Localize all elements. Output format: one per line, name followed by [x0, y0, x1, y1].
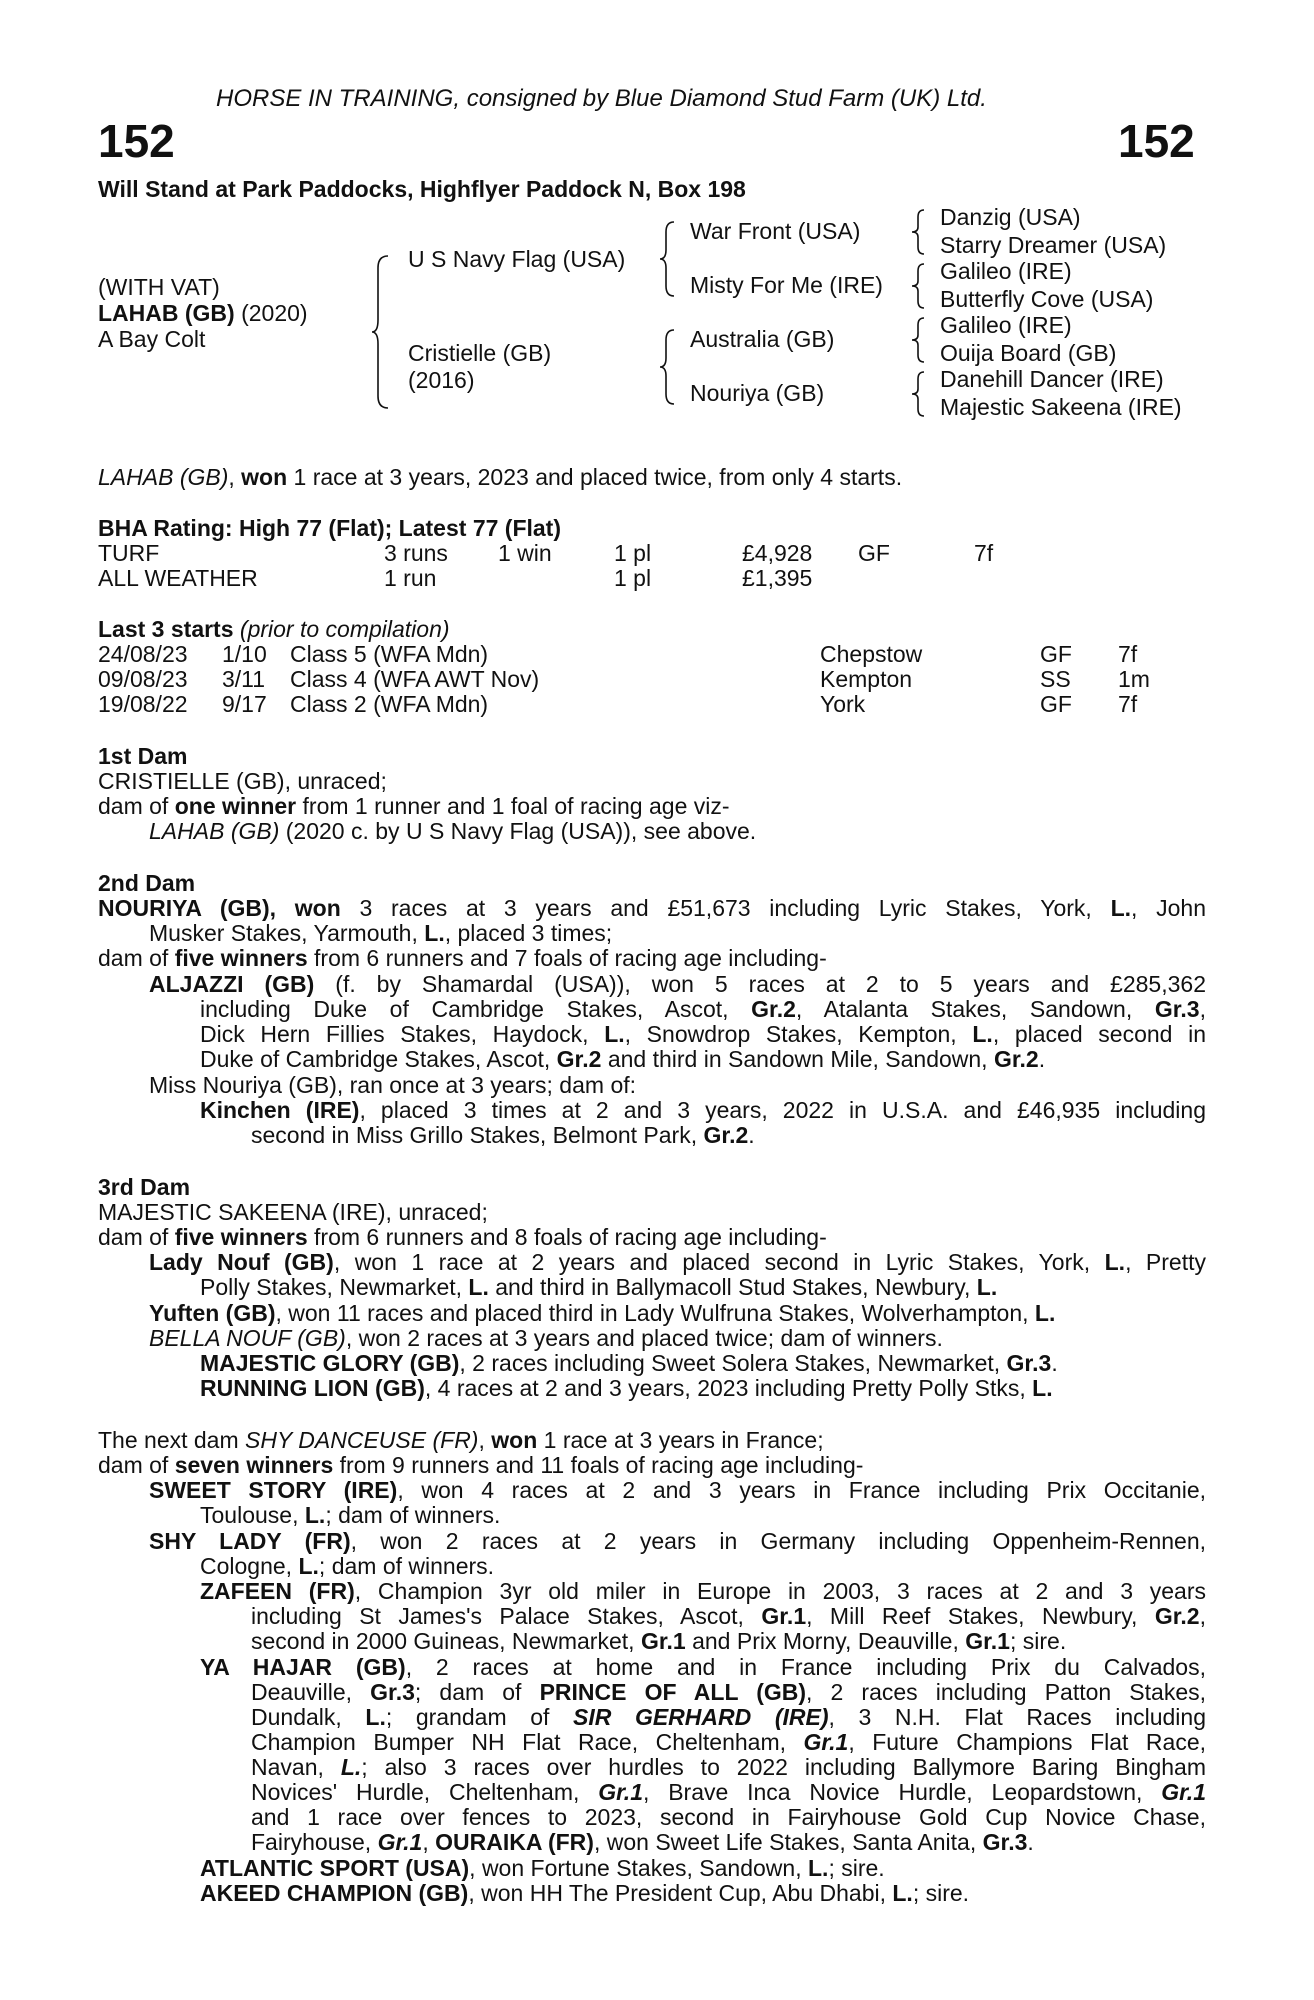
third-dam-line: MAJESTIC SAKEENA (IRE), unraced;	[98, 1199, 488, 1225]
pedigree-brace-main	[372, 254, 396, 410]
dam-dam: Nouriya (GB)	[690, 380, 825, 406]
sire-sire: War Front (USA)	[690, 218, 861, 244]
first-dam-line: CRISTIELLE (GB), unraced;	[98, 768, 387, 794]
produce-ya-hajar: YA HAJAR (GB), 2 races at home and in France including Prix du Calvados,	[200, 1654, 1206, 1680]
pedigree-brace-sire	[660, 220, 680, 300]
produce-zafeen-line: including St James's Palace Stakes, Ascot, Gr.1, Mill Reef Stakes, Newbury, Gr.2,	[251, 1603, 1206, 1629]
produce-miss-nouriya: Miss Nouriya (GB), ran once at 3 years; dam of:	[149, 1072, 637, 1098]
horse-year: (2020)	[241, 300, 308, 326]
race-summary: LAHAB (GB), won 1 race at 3 years, 2023 and placed twice, from only 4 starts.	[98, 464, 903, 490]
summary-horse-name: LAHAB (GB)	[98, 464, 229, 490]
brace-ss	[912, 208, 930, 258]
produce-aljazzi-line: Dick Hern Fillies Stakes, Haydock, L., Snowdrop Stakes, Kempton, L., placed second in	[200, 1021, 1206, 1047]
horse-name: LAHAB (GB)	[98, 300, 235, 326]
horse-description: A Bay Colt	[98, 326, 206, 352]
start-date: 24/08/23	[98, 641, 188, 667]
produce-kinchen-line: second in Miss Grillo Stakes, Belmont Park, Gr.2.	[251, 1122, 755, 1148]
start-distance: 7f	[1118, 691, 1138, 717]
dam-dam-sire: Danehill Dancer (IRE)	[940, 366, 1164, 392]
produce-zafeen-line: second in 2000 Guineas, Newmarket, Gr.1 and Prix Morny, Deauville, Gr.1; sire.	[251, 1628, 1067, 1654]
produce-ya-hajar-line: Navan, L.; also 3 races over hurdles to 2022 including Ballymore Baring Bingham	[251, 1754, 1207, 1780]
third-dam-heading: 3rd Dam	[98, 1174, 191, 1200]
first-dam-heading: 1st Dam	[98, 743, 188, 769]
produce-shy-lady-line: Cologne, L.; dam of winners.	[200, 1553, 495, 1579]
produce-kinchen: Kinchen (IRE), placed 3 times at 2 and 3 years, 2022 in U.S.A. and £46,935 including	[200, 1097, 1206, 1123]
start-position: 3/11	[222, 666, 266, 692]
start-course: Chepstow	[820, 641, 923, 667]
rating-runs: 3 runs	[384, 540, 448, 566]
produce-running-lion: RUNNING LION (GB), 4 races at 2 and 3 years, 2023 including Pretty Polly Stks, L.	[200, 1375, 1053, 1401]
start-course: Kempton	[820, 666, 913, 692]
rating-money: £4,928	[742, 540, 813, 566]
brace-dd	[912, 370, 930, 420]
sire-sire-sire: Danzig (USA)	[940, 204, 1081, 230]
summary-won: won	[241, 464, 288, 490]
start-going: GF	[1040, 641, 1072, 667]
produce-bella-nouf: BELLA NOUF (GB), won 2 races at 3 years and placed twice; dam of winners.	[149, 1325, 943, 1351]
rating-wins: 1 win	[498, 540, 552, 566]
produce-ya-hajar-line: and 1 race over fences to 2023, second in Fairyhouse Gold Cup Novice Chase,	[251, 1804, 1206, 1830]
last-starts-title: Last 3 starts	[98, 616, 234, 642]
produce-aljazzi: ALJAZZI (GB) (f. by Shamardal (USA)), won 5 races at 2 to 5 years and £285,362	[149, 971, 1206, 997]
start-course: York	[820, 691, 866, 717]
brace-sd	[912, 262, 930, 312]
produce-shy-lady: SHY LADY (FR), won 2 races at 2 years in Germany including Oppenheim-Rennen,	[149, 1528, 1207, 1554]
produce-ya-hajar-line: Fairyhouse, Gr.1, OURAIKA (FR), won Sweet Life Stakes, Santa Anita, Gr.3.	[251, 1829, 1034, 1855]
rating-placed: 1 pl	[614, 540, 652, 566]
start-date: 19/08/22	[98, 691, 188, 717]
start-date: 09/08/23	[98, 666, 188, 692]
last-starts-note: (prior to compilation)	[233, 616, 450, 642]
second-dam-produce: dam of five winners from 6 runners and 7 foals of racing age including-	[98, 945, 827, 971]
start-going: SS	[1040, 666, 1071, 692]
rating-going: GF	[858, 540, 890, 566]
sire-dam: Misty For Me (IRE)	[690, 272, 883, 298]
third-dam-produce: dam of five winners from 6 runners and 8 foals of racing age including-	[98, 1224, 827, 1250]
rating-heading: BHA Rating: High 77 (Flat); Latest 77 (Flat)	[98, 515, 561, 541]
produce-zafeen: ZAFEEN (FR), Champion 3yr old miler in Europe in 2003, 3 races at 2 and 3 years	[200, 1578, 1206, 1604]
produce-sweet-story: SWEET STORY (IRE), won 4 races at 2 and 3 years in France including Prix Occitanie,	[149, 1477, 1206, 1503]
dam-sire-dam: Ouija Board (GB)	[940, 340, 1117, 366]
dam: Cristielle (GB)	[408, 340, 552, 366]
produce-ya-hajar-line: Deauville, Gr.3; dam of PRINCE OF ALL (GB), 2 races including Patton Stakes,	[251, 1679, 1207, 1705]
start-race: Class 4 (WFA AWT Nov)	[290, 666, 540, 692]
dam-sire-sire: Galileo (IRE)	[940, 312, 1072, 338]
produce-aljazzi-line: Duke of Cambridge Stakes, Ascot, Gr.2 and third in Sandown Mile, Sandown, Gr.2.	[200, 1046, 1046, 1072]
start-distance: 1m	[1118, 666, 1150, 692]
stand-location: Will Stand at Park Paddocks, Highflyer Paddock N, Box 198	[98, 176, 746, 202]
last-starts-heading	[98, 617, 450, 643]
produce-sweet-story-line: Toulouse, L.; dam of winners.	[200, 1502, 501, 1528]
catalogue-header: HORSE IN TRAINING, consigned by Blue Diamond Stud Farm (UK) Ltd.	[216, 85, 987, 112]
rating-runs: 1 run	[384, 565, 437, 591]
sire-dam-sire: Galileo (IRE)	[940, 258, 1072, 284]
start-distance: 7f	[1118, 641, 1138, 667]
brace-ds	[912, 316, 930, 366]
second-dam-line: Musker Stakes, Yarmouth, L., placed 3 times;	[149, 920, 613, 946]
summary-rest: 1 race at 3 years, 2023 and placed twice, from only 4 starts.	[287, 464, 903, 490]
dam-dam-dam: Majestic Sakeena (IRE)	[940, 394, 1182, 420]
produce-ya-hajar-line: Champion Bumper NH Flat Race, Cheltenham, Gr.1, Future Champions Flat Race,	[251, 1729, 1207, 1755]
first-dam-produce: dam of one winner from 1 runner and 1 foal of racing age viz-	[98, 793, 730, 819]
produce-lady-nouf: Lady Nouf (GB), won 1 race at 2 years and placed second in Lyric Stakes, York, L., Pretty	[149, 1249, 1207, 1275]
rating-surface: ALL WEATHER	[98, 565, 258, 591]
produce-aljazzi-line: including Duke of Cambridge Stakes, Ascot, Gr.2, Atalanta Stakes, Sandown, Gr.3,	[200, 996, 1206, 1022]
produce-lady-nouf-line: Polly Stakes, Newmarket, L. and third in Ballymacoll Stud Stakes, Newbury, L.	[200, 1274, 998, 1300]
start-position: 1/10	[222, 641, 267, 667]
second-dam-line: NOURIYA (GB), won 3 races at 3 years and £51,673 including Lyric Stakes, York, L., John	[98, 895, 1207, 921]
vat-note: (WITH VAT)	[98, 274, 220, 300]
produce-atlantic-sport: ATLANTIC SPORT (USA), won Fortune Stakes, Sandown, L.; sire.	[200, 1855, 885, 1881]
produce-akeed-champion: AKEED CHAMPION (GB), won HH The President Cup, Abu Dhabi, L.; sire.	[200, 1880, 970, 1906]
lot-number-right: 152	[1118, 115, 1195, 167]
dam-year: (2016)	[408, 367, 475, 393]
lot-number-left: 152	[98, 115, 175, 167]
produce-majestic-glory: MAJESTIC GLORY (GB), 2 races including Sweet Solera Stakes, Newmarket, Gr.3.	[200, 1350, 1058, 1376]
start-race: Class 2 (WFA Mdn)	[290, 691, 489, 717]
rating-distance: 7f	[974, 540, 994, 566]
produce-ya-hajar-line: Novices' Hurdle, Cheltenham, Gr.1, Brave Inca Novice Hurdle, Leopardstown, Gr.1	[251, 1779, 1206, 1805]
rating-money: £1,395	[742, 565, 813, 591]
start-going: GF	[1040, 691, 1072, 717]
rating-surface: TURF	[98, 540, 160, 566]
rating-placed: 1 pl	[614, 565, 652, 591]
produce-yuften: Yuften (GB), won 11 races and placed third in Lady Wulfruna Stakes, Wolverhampton, L.	[149, 1300, 1056, 1326]
produce-ya-hajar-line: Dundalk, L.; grandam of SIR GERHARD (IRE), 3 N.H. Flat Races including	[251, 1704, 1206, 1730]
sire: U S Navy Flag (USA)	[408, 246, 626, 272]
next-dam-produce: dam of seven winners from 9 runners and 11 foals of racing age including-	[98, 1452, 864, 1478]
first-dam-foal: LAHAB (GB) (2020 c. by U S Navy Flag (USA)), see above.	[149, 818, 757, 844]
sire-sire-dam: Starry Dreamer (USA)	[940, 232, 1167, 258]
horse-name-line	[98, 300, 308, 326]
start-position: 9/17	[222, 691, 267, 717]
next-dam-line: The next dam SHY DANCEUSE (FR), won 1 race at 3 years in France;	[98, 1427, 824, 1453]
sire-dam-dam: Butterfly Cove (USA)	[940, 286, 1154, 312]
start-race: Class 5 (WFA Mdn)	[290, 641, 489, 667]
second-dam-heading: 2nd Dam	[98, 870, 196, 896]
pedigree-brace-dam	[660, 328, 680, 408]
dam-sire: Australia (GB)	[690, 326, 835, 352]
